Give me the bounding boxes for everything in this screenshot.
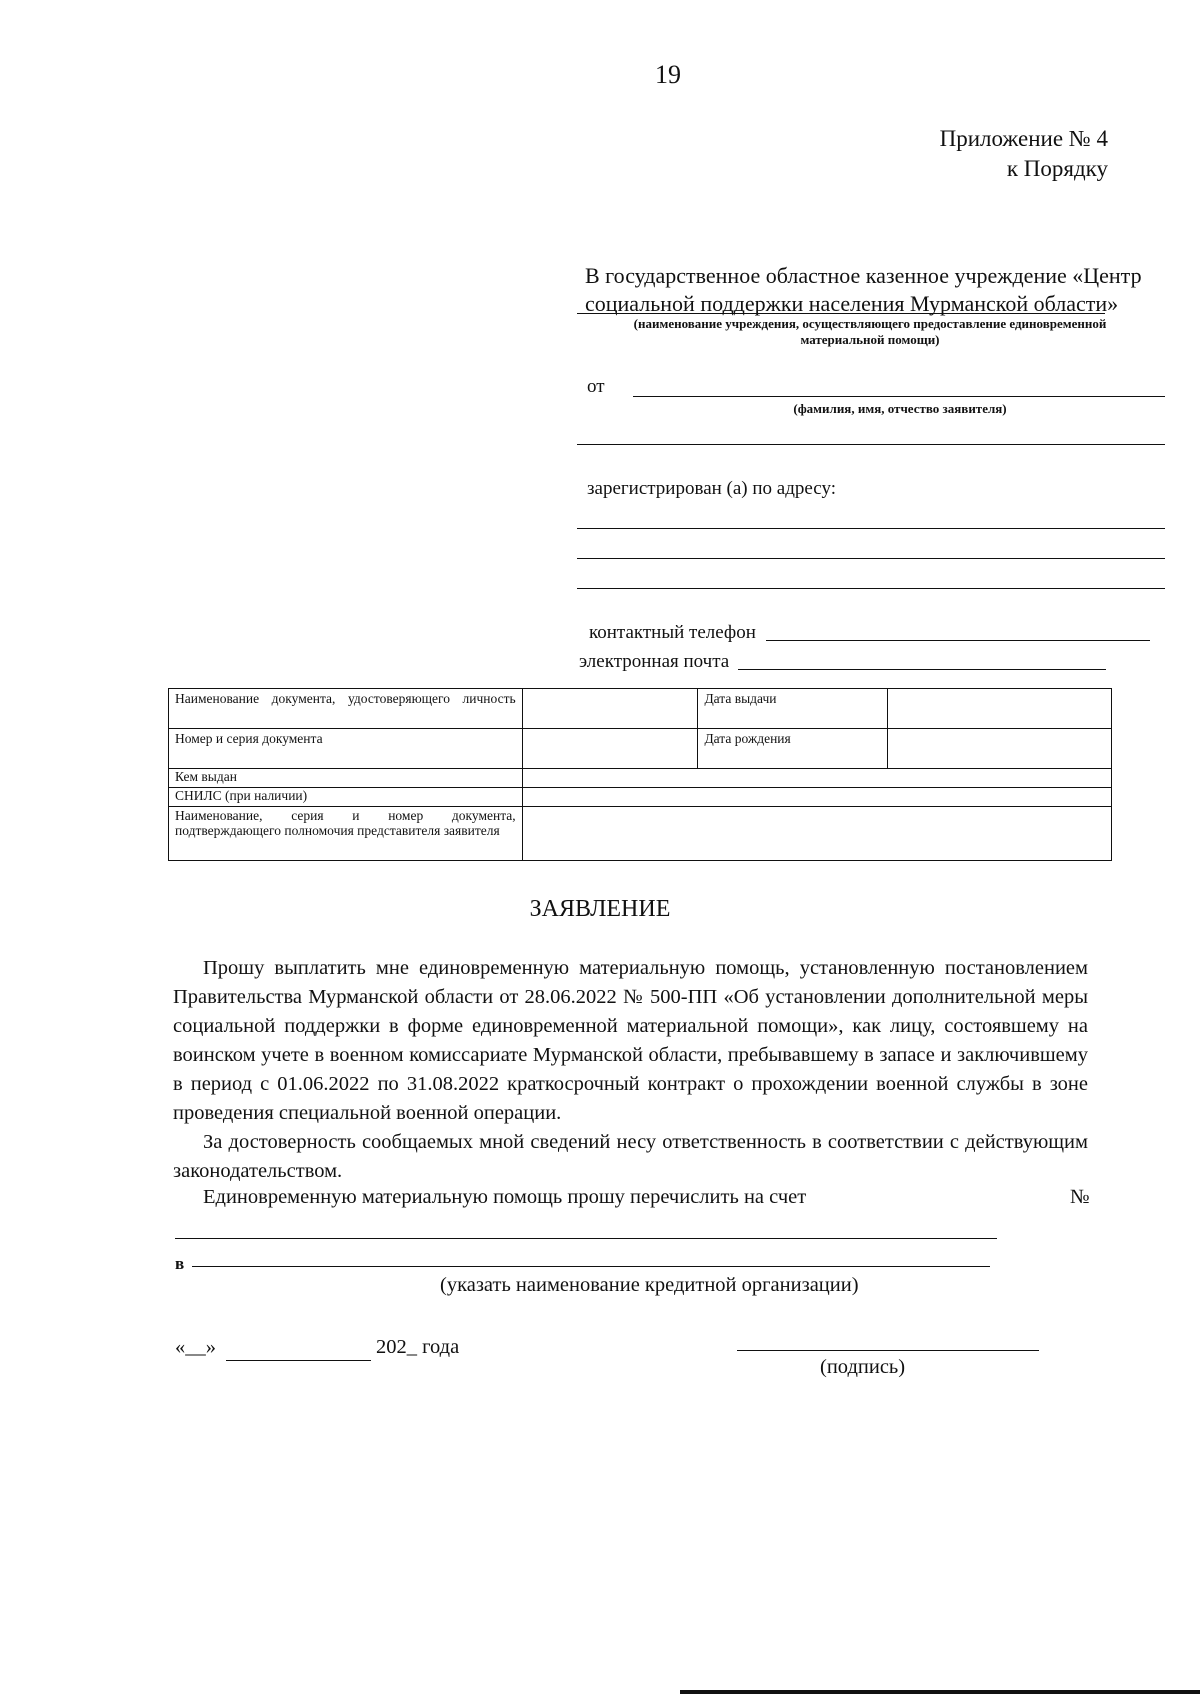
birth-date-label: Дата рождения [698, 729, 888, 769]
appendix-line2: к Порядку [1006, 156, 1108, 181]
doc-name-label: Наименование документа, удостоверяющего личность [169, 689, 523, 729]
signature-field[interactable] [737, 1350, 1039, 1351]
date-month-field[interactable] [226, 1360, 371, 1361]
page-number: 19 [655, 60, 681, 89]
address-field-2[interactable] [577, 558, 1165, 559]
account-number-sign: № [1070, 1186, 1090, 1208]
issue-date-label: Дата выдачи [698, 689, 888, 729]
bank-caption: (указать наименование кредитной организации) [440, 1274, 859, 1296]
bank-name-field[interactable] [192, 1266, 990, 1267]
from-extra-field[interactable] [577, 444, 1165, 445]
from-label: от [587, 376, 605, 397]
address-field-1[interactable] [577, 528, 1165, 529]
issued-by-label: Кем выдан [169, 769, 523, 788]
account-field[interactable] [175, 1238, 997, 1239]
paragraph-responsibility: За достоверность сообщаемых мной сведений несу ответственность в соответствии с действующим законодательством. [173, 1131, 1088, 1182]
appendix-line1: Приложение № 4 [939, 126, 1108, 151]
registered-label: зарегистрирован (а) по адресу: [587, 478, 837, 499]
issue-date-value[interactable] [888, 689, 1112, 729]
document-title: ЗАЯВЛЕНИЕ [529, 896, 671, 922]
doc-number-label: Номер и серия документа [169, 729, 523, 769]
date-year: 202_ года [376, 1336, 460, 1358]
appendix-header [940, 124, 1108, 184]
birth-date-value[interactable] [888, 729, 1112, 769]
addressee-caption [580, 316, 1160, 348]
email-field[interactable] [738, 669, 1106, 670]
bank-prefix: в [175, 1254, 185, 1273]
id-document-table [168, 688, 1112, 861]
phone-field[interactable] [766, 640, 1150, 641]
email-label: электронная почта [579, 651, 730, 672]
snils-label: СНИЛС (при наличии) [169, 788, 523, 807]
snils-value[interactable] [522, 788, 1111, 807]
representative-doc-value[interactable] [522, 807, 1111, 861]
doc-name-value[interactable] [522, 689, 698, 729]
addressee-caption-line2: материальной помощи) [800, 332, 940, 347]
paragraph-request: Прошу выплатить мне единовременную материальную помощь, установленную постановлением Правительства Мурманской области от 28.06.2022 № 500-ПП «Об установлении дополнительной меры социальной поддержки в форме единовременной материальной помощи», как лицу, состоявшему на воинском учете в военном комиссариате Мурманской области, пребывавшему в запасе и заключившему в период с 01.06.2022 по 31.08.2022 краткосрочный контракт о прохождении военной службы в зоне проведения специальной военной операции. [173, 957, 1088, 1124]
address-field-3[interactable] [577, 588, 1165, 589]
representative-doc-label: Наименование, серия и номер документа, подтверждающего полномочия представителя заявителя [169, 807, 523, 861]
doc-number-value[interactable] [522, 729, 698, 769]
addressee-line1: В государственное областное казенное учреждение «Центр [585, 263, 1142, 288]
date-day: «__» [175, 1336, 216, 1358]
addressee-line2: социальной поддержки населения Мурманской области» [585, 291, 1119, 316]
from-caption: (фамилия, имя, отчество заявителя) [793, 401, 1007, 416]
addressee-underline [577, 313, 1105, 314]
paragraph-account: Единовременную материальную помощь прошу перечислить на счет [203, 1186, 807, 1208]
issued-by-value[interactable] [522, 769, 1111, 788]
addressee-block [585, 262, 1142, 318]
addressee-caption-line1: (наименование учреждения, осуществляющего предоставление единовременной [633, 316, 1107, 331]
phone-label: контактный телефон [589, 622, 756, 643]
signature-caption: (подпись) [820, 1356, 906, 1378]
scan-edge-line [680, 1690, 1200, 1694]
from-name-field[interactable] [633, 396, 1165, 397]
